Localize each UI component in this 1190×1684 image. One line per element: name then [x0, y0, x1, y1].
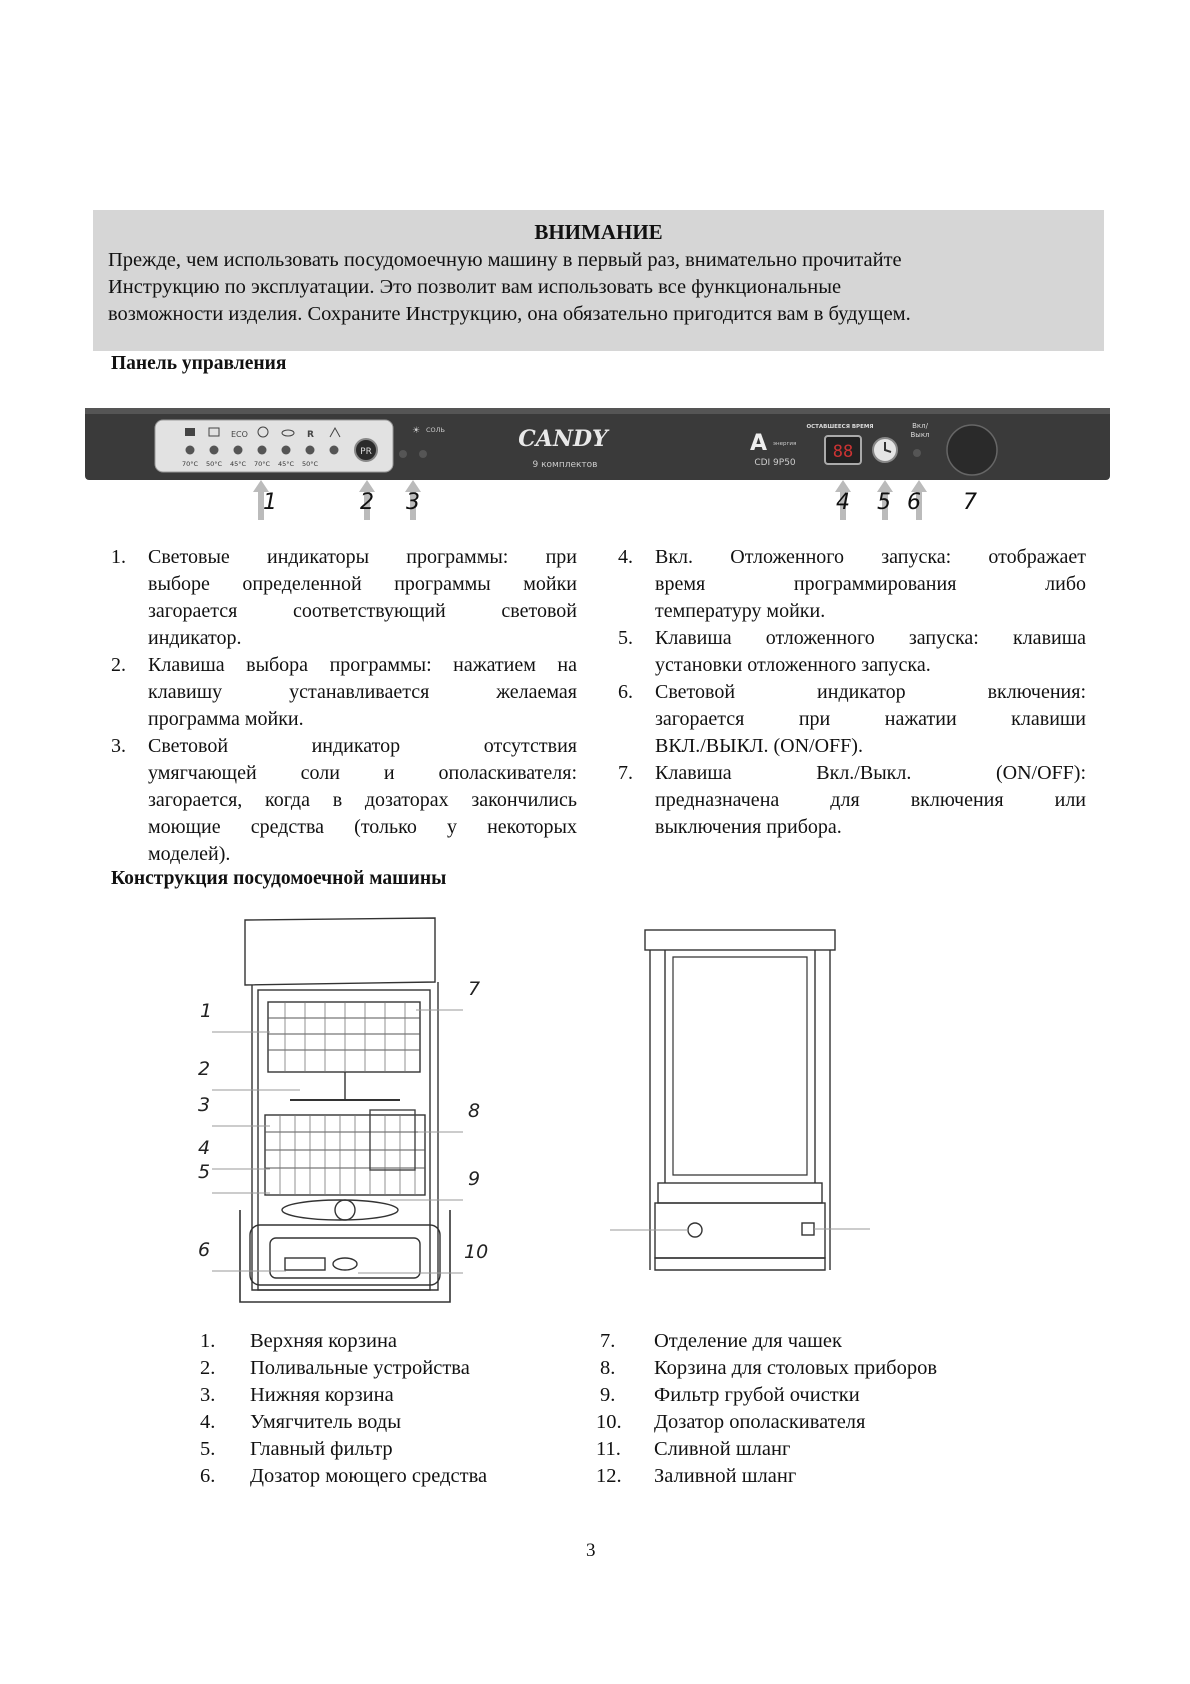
- dishwasher-front-view: [190, 910, 490, 1310]
- filter: [282, 1200, 398, 1220]
- worktop: [245, 918, 435, 985]
- salt-label: СОЛЬ: [426, 426, 446, 434]
- pr-label: PR: [360, 447, 372, 457]
- diagram-callout-1: 1: [200, 1000, 213, 1022]
- lower-basket: [265, 1115, 425, 1195]
- rinse-dispenser: [333, 1258, 357, 1270]
- panel-callout-2: 2: [360, 490, 374, 515]
- panel-callout-6: 6: [907, 490, 921, 515]
- list-item: 2. Клавиша выбора программы: нажатием на клавишу устанавливается желаемая программа мойки.: [111, 654, 577, 730]
- list-item: 3. Световой индикатор отсутствия умягчающей соли и ополаскивателя: загорается, когда в дозаторах закончились моющие средства (только у некоторых моделей).: [111, 735, 577, 865]
- salt-led: [399, 450, 407, 458]
- rear-leader-lines: [610, 1229, 870, 1230]
- page-number: 3: [586, 1540, 596, 1561]
- panel-callout-1: 1: [263, 490, 277, 515]
- warning-box: [93, 210, 1104, 351]
- sun-icon: ☀: [412, 426, 421, 436]
- warning-line: возможности изделия. Сохраните Инструкцию, она обязательно пригодится вам в будущем.: [108, 303, 911, 325]
- warning-line: Прежде, чем использовать посудомоечную машину в первый раз, внимательно прочитайте: [108, 249, 902, 271]
- panel-callout-3: 3: [406, 490, 420, 515]
- inlet-connector: [802, 1223, 814, 1235]
- construction-heading: Конструкция посудомоечной машины: [111, 868, 447, 889]
- diagram-callout-10: 10: [464, 1241, 489, 1263]
- warning-text: [93, 247, 1104, 328]
- drain-connector: [688, 1223, 702, 1237]
- list-item: 12. Заливной шланг: [596, 1465, 797, 1487]
- diagram-callout-8: 8: [468, 1100, 481, 1122]
- brand-logo: CANDY: [518, 426, 608, 452]
- rinse-led: [419, 450, 427, 458]
- upper-basket: [268, 1002, 420, 1072]
- parts-list-right: [596, 1328, 1036, 1490]
- door: [240, 1210, 450, 1302]
- temp-label: 50°C: [301, 460, 319, 468]
- list-item: 9. Фильтр грубой очистки: [600, 1384, 860, 1406]
- tub: [258, 990, 430, 1290]
- panel-callout-5: 5: [877, 490, 891, 515]
- diagram-callout-2: 2: [198, 1058, 211, 1080]
- temp-label: 70°C: [181, 460, 199, 468]
- power-led: [913, 449, 921, 457]
- diagram-callout-4: 4: [198, 1137, 211, 1159]
- display-digits: 88: [832, 442, 854, 462]
- rear-frame: [673, 957, 807, 1175]
- program-led: [186, 446, 195, 455]
- diagram-callout-6: 6: [198, 1239, 211, 1261]
- rear-top: [645, 930, 835, 950]
- temp-label: 45°C: [277, 460, 295, 468]
- list-item: 1. Верхняя корзина: [200, 1330, 398, 1352]
- program-led: [330, 446, 339, 455]
- panel-callout-7: 7: [963, 490, 977, 515]
- remaining-time-label: ОСТАВШЕЕСЯ ВРЕМЯ: [806, 424, 874, 430]
- door-panel: [250, 1225, 440, 1285]
- diagram-callout-9: 9: [468, 1168, 481, 1190]
- model-label: CDI 9P50: [754, 458, 796, 468]
- onoff-label: Выкл: [910, 431, 930, 439]
- temp-label: 70°C: [253, 460, 271, 468]
- program-led: [258, 446, 267, 455]
- list-item: 7. Отделение для чашек: [600, 1330, 842, 1352]
- list-item: 1. Световые индикаторы программы: при выборе определенной программы мойки загорается соответствующий световой индикатор.: [111, 546, 577, 649]
- list-item: 4. Умягчитель воды: [200, 1411, 401, 1433]
- program-led: [306, 446, 315, 455]
- controls-list-right: [618, 544, 1086, 841]
- onoff-label: Вкл/: [912, 422, 928, 430]
- power-button[interactable]: [947, 425, 997, 475]
- list-item: 5. Главный фильтр: [200, 1438, 393, 1460]
- program-led: [210, 446, 219, 455]
- warning-title: ВНИМАНИЕ: [534, 220, 663, 244]
- panel-callout-arrows: [253, 480, 927, 520]
- warning-line: Инструкцию по эксплуатации. Это позволит вам использовать все функциональные: [108, 276, 842, 298]
- list-item: 7. Клавиша Вкл./Выкл. (ON/OFF): предназначена для включения или выключения прибора.: [618, 762, 1086, 838]
- detergent-dispenser: [285, 1258, 325, 1270]
- list-item: 6. Световой индикатор включения: загорается при нажатии клавиши ВКЛ./ВЫКЛ. (ON/OFF).: [618, 681, 1086, 757]
- program-led: [234, 446, 243, 455]
- temp-label: 50°C: [205, 460, 223, 468]
- parts-list-left: [200, 1328, 560, 1490]
- controls-list-left: [111, 544, 577, 868]
- energy-class: A: [750, 431, 768, 456]
- diagram-callout-5: 5: [198, 1161, 211, 1183]
- diagram-callout-7: 7: [468, 978, 481, 1000]
- list-item: 8. Корзина для столовых приборов: [600, 1357, 938, 1379]
- capacity-label: 9 комплектов: [532, 460, 598, 470]
- eco-label: ECO: [231, 430, 248, 439]
- energy-word: энергия: [773, 441, 797, 447]
- program-led: [282, 446, 291, 455]
- panel-heading: Панель управления: [111, 353, 287, 374]
- list-item: 11. Сливной шланг: [596, 1438, 791, 1460]
- cutlery-basket: [370, 1110, 415, 1170]
- list-item: 6. Дозатор моющего средства: [200, 1465, 488, 1487]
- temp-label: 45°C: [229, 460, 247, 468]
- diagram-callout-3: 3: [198, 1094, 211, 1116]
- list-item: 3. Нижняя корзина: [200, 1384, 394, 1406]
- list-item: 10. Дозатор ополаскивателя: [596, 1411, 866, 1433]
- list-item: 5. Клавиша отложенного запуска: клавиша установки отложенного запуска.: [618, 627, 1086, 676]
- list-item: 4. Вкл. Отложенного запуска: отображает время программирования либо температуру мойки.: [618, 546, 1086, 622]
- svg-text:R: R: [307, 430, 314, 440]
- panel-callout-4: 4: [836, 490, 850, 515]
- dishwasher-rear-view: [610, 925, 880, 1285]
- control-panel-figure: [85, 408, 1110, 520]
- rear-base: [658, 1183, 822, 1203]
- list-item: 2. Поливальные устройства: [200, 1357, 470, 1379]
